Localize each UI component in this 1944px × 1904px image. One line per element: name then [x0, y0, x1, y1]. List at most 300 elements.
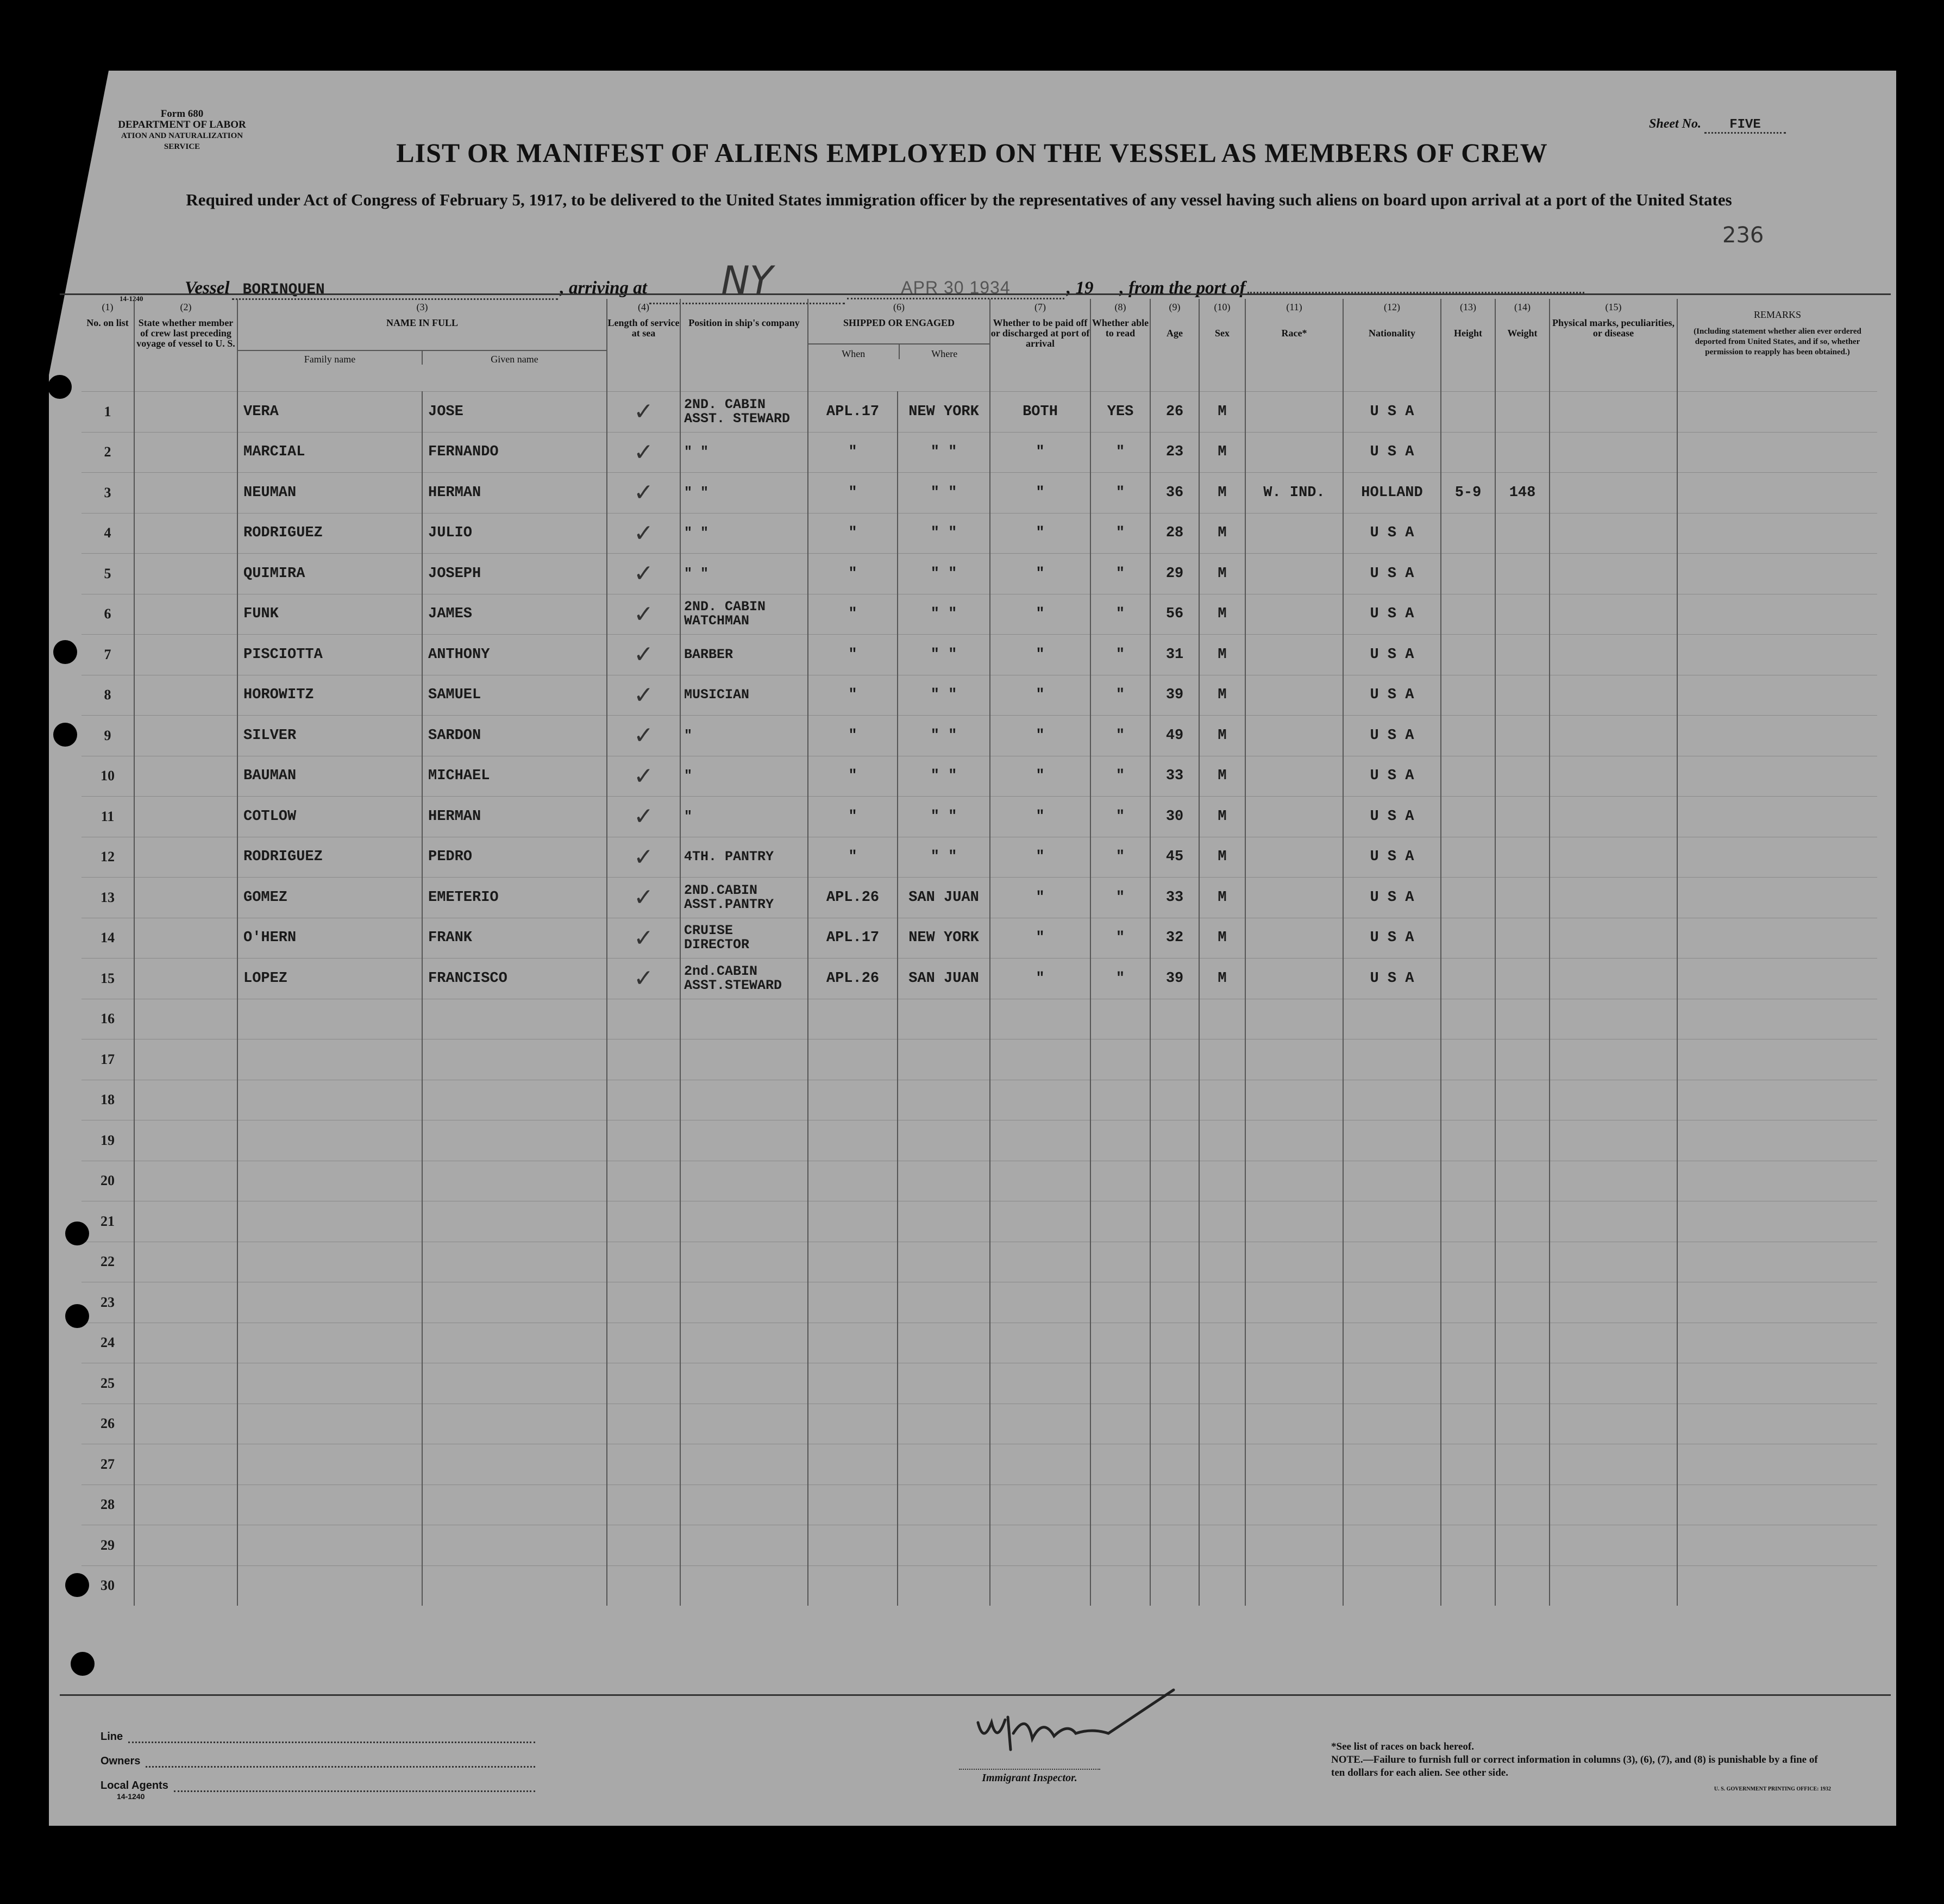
sex-cell: [1199, 1363, 1245, 1404]
row-number-cell: 10: [81, 756, 134, 797]
nationality-cell: U S A: [1343, 878, 1441, 918]
able-to-read-cell: [1090, 1323, 1150, 1363]
height-cell: [1441, 1282, 1495, 1323]
paid-off-cell: [990, 1485, 1090, 1525]
col-header-shipped: (6) SHIPPED OR ENGAGED When Where: [808, 299, 990, 392]
table-header-row: [81, 299, 1877, 392]
table-row: [81, 594, 1877, 635]
shipped-where-cell: [898, 1363, 990, 1404]
length-of-service-cell: [607, 1161, 680, 1201]
page-number: 236: [1722, 223, 1764, 248]
sheet-label: Sheet No.: [1649, 117, 1701, 131]
sex-cell: [1199, 999, 1245, 1039]
position-line: WATCHMAN: [684, 613, 750, 629]
able-to-read-cell: [1090, 1363, 1150, 1404]
height-cell: [1441, 513, 1495, 554]
position-cell: [680, 1161, 808, 1201]
sex-cell: M: [1199, 878, 1245, 918]
punch-hole: [53, 640, 77, 664]
able-to-read-cell: [1090, 1404, 1150, 1444]
given-name-label: Given name: [422, 351, 606, 365]
race-cell: [1245, 1525, 1343, 1566]
punch-hole: [53, 723, 77, 747]
table-row: [81, 473, 1877, 513]
height-cell: [1441, 432, 1495, 473]
able-to-read-cell: YES: [1090, 392, 1150, 433]
able-to-read-cell: ": [1090, 797, 1150, 837]
length-of-service-cell: ✓: [607, 959, 680, 999]
length-of-service-cell: [607, 1444, 680, 1485]
race-cell: [1245, 513, 1343, 554]
age-cell: [1150, 1080, 1199, 1120]
remarks-cell: [1677, 473, 1877, 513]
sex-cell: M: [1199, 635, 1245, 675]
shipped-when-cell: [808, 1201, 898, 1242]
shipped-when-cell: [808, 1565, 898, 1606]
table-row: [81, 1039, 1877, 1080]
given-name-cell: [422, 1525, 607, 1566]
shipped-where-cell: [898, 1242, 990, 1282]
able-to-read-cell: [1090, 1120, 1150, 1161]
shipped-where-cell: " ": [898, 756, 990, 797]
family-name-cell: MARCIAL: [237, 432, 422, 473]
given-name-cell: [422, 1080, 607, 1120]
nationality-cell: U S A: [1343, 797, 1441, 837]
able-to-read-cell: [1090, 1201, 1150, 1242]
position-cell: [680, 1282, 808, 1323]
height-cell: [1441, 392, 1495, 433]
position-cell: [680, 878, 808, 918]
row-number-cell: 14: [81, 918, 134, 959]
vessel-line: [185, 258, 1815, 303]
given-name-cell: PEDRO: [422, 837, 607, 878]
previous-voyage-cell: [134, 797, 237, 837]
page-subtitle: Required under Act of Congress of February 5, 1917, to be delivered to the United States immigration officer by the representatives of any vessel having such aliens on board upon arrival at a port of the United States: [186, 190, 1732, 209]
previous-voyage-cell: [134, 473, 237, 513]
previous-voyage-cell: [134, 1323, 237, 1363]
row-number-cell: 30: [81, 1565, 134, 1606]
height-cell: [1441, 1444, 1495, 1485]
length-of-service-cell: [607, 1201, 680, 1242]
weight-cell: [1495, 1120, 1550, 1161]
position-cell: [680, 1120, 808, 1161]
shipped-when-cell: APL.17: [808, 918, 898, 959]
weight-cell: [1495, 513, 1550, 554]
family-name-cell: [237, 1525, 422, 1566]
shipped-where-cell: " ": [898, 837, 990, 878]
nationality-cell: U S A: [1343, 959, 1441, 999]
previous-voyage-cell: [134, 1161, 237, 1201]
table-row: [81, 513, 1877, 554]
length-of-service-cell: [607, 1363, 680, 1404]
length-of-service-cell: ✓: [607, 554, 680, 594]
agents-form-code: 14-1240: [117, 1792, 145, 1801]
paid-off-cell: ": [990, 594, 1090, 635]
paid-off-cell: ": [990, 918, 1090, 959]
remarks-cell: [1677, 959, 1877, 999]
family-name-cell: [237, 1242, 422, 1282]
sex-cell: [1199, 1444, 1245, 1485]
age-cell: [1150, 1120, 1199, 1161]
row-number-cell: 26: [81, 1404, 134, 1444]
given-name-cell: JULIO: [422, 513, 607, 554]
given-name-cell: [422, 1565, 607, 1606]
paid-off-cell: [990, 1565, 1090, 1606]
remarks-cell: [1677, 918, 1877, 959]
height-cell: [1441, 1201, 1495, 1242]
given-name-cell: ANTHONY: [422, 635, 607, 675]
shipped-where-cell: " ": [898, 716, 990, 756]
position-cell: [680, 756, 808, 797]
shipped-when-cell: [808, 1120, 898, 1161]
previous-voyage-cell: [134, 392, 237, 433]
shipped-when-cell: ": [808, 554, 898, 594]
table-row: [81, 1161, 1877, 1201]
sex-cell: M: [1199, 756, 1245, 797]
family-name-cell: O'HERN: [237, 918, 422, 959]
physical-marks-cell: [1550, 1444, 1677, 1485]
height-cell: [1441, 716, 1495, 756]
row-number-cell: 22: [81, 1242, 134, 1282]
row-number-cell: 8: [81, 675, 134, 716]
shipped-where-cell: " ": [898, 594, 990, 635]
nationality-cell: U S A: [1343, 513, 1441, 554]
age-cell: [1150, 1323, 1199, 1363]
length-of-service-cell: ✓: [607, 513, 680, 554]
col-header-weight: (14) Weight: [1495, 299, 1550, 392]
shipped-when-cell: [808, 1161, 898, 1201]
remarks-cell: [1677, 756, 1877, 797]
position-line: 2nd.CABIN: [684, 963, 758, 979]
physical-marks-cell: [1550, 1565, 1677, 1606]
shipped-when-cell: ": [808, 513, 898, 554]
race-cell: [1245, 1242, 1343, 1282]
weight-cell: [1495, 635, 1550, 675]
col-header-height: (13) Height: [1441, 299, 1495, 392]
row-number-cell: 25: [81, 1363, 134, 1404]
table-row: [81, 432, 1877, 473]
age-cell: [1150, 1363, 1199, 1404]
remarks-cell: [1677, 1565, 1877, 1606]
length-of-service-cell: ✓: [607, 797, 680, 837]
position-cell: [680, 1323, 808, 1363]
remarks-cell: [1677, 1323, 1877, 1363]
able-to-read-cell: ": [1090, 554, 1150, 594]
weight-cell: [1495, 756, 1550, 797]
nationality-cell: HOLLAND: [1343, 473, 1441, 513]
height-cell: [1441, 756, 1495, 797]
nationality-cell: U S A: [1343, 716, 1441, 756]
able-to-read-cell: [1090, 1161, 1150, 1201]
family-name-cell: PISCIOTTA: [237, 635, 422, 675]
col-header-no: (1) No. on list: [86, 302, 129, 328]
table-row: [81, 1525, 1877, 1566]
line-label: Line: [101, 1731, 123, 1743]
able-to-read-cell: ": [1090, 878, 1150, 918]
position-line: DIRECTOR: [684, 937, 750, 953]
shipped-where-cell: SAN JUAN: [898, 878, 990, 918]
sheet-value: FIVE: [1704, 117, 1786, 134]
remarks-cell: [1677, 392, 1877, 433]
race-cell: [1245, 1323, 1343, 1363]
previous-voyage-cell: [134, 675, 237, 716]
physical-marks-cell: [1550, 1404, 1677, 1444]
row-number-cell: 9: [81, 716, 134, 756]
shipped-where-cell: [898, 999, 990, 1039]
row-number-cell: 17: [81, 1039, 134, 1080]
row-number-cell: 27: [81, 1444, 134, 1485]
race-cell: [1245, 1485, 1343, 1525]
date-stamp: APR 30 1934: [847, 278, 1064, 299]
family-name-cell: RODRIGUEZ: [237, 513, 422, 554]
row-number-cell: 3: [81, 473, 134, 513]
table-row: [81, 1323, 1877, 1363]
sex-cell: M: [1199, 554, 1245, 594]
age-cell: 32: [1150, 918, 1199, 959]
able-to-read-cell: [1090, 999, 1150, 1039]
sex-cell: [1199, 1565, 1245, 1606]
weight-cell: [1495, 918, 1550, 959]
sex-cell: M: [1199, 837, 1245, 878]
weight-cell: [1495, 716, 1550, 756]
length-of-service-cell: [607, 999, 680, 1039]
family-name-cell: [237, 1485, 422, 1525]
paid-off-cell: [990, 1282, 1090, 1323]
paid-off-cell: BOTH: [990, 392, 1090, 433]
paid-off-cell: ": [990, 513, 1090, 554]
paid-off-cell: [990, 1039, 1090, 1080]
able-to-read-cell: [1090, 1444, 1150, 1485]
physical-marks-cell: [1550, 756, 1677, 797]
previous-voyage-cell: [134, 1201, 237, 1242]
physical-marks-cell: [1550, 1201, 1677, 1242]
nationality-cell: [1343, 1161, 1441, 1201]
physical-marks-cell: [1550, 1080, 1677, 1120]
age-cell: 30: [1150, 797, 1199, 837]
row-number-cell: 7: [81, 635, 134, 675]
col-header-age: (9) Age: [1150, 299, 1199, 392]
age-cell: [1150, 1565, 1199, 1606]
sex-cell: M: [1199, 918, 1245, 959]
sex-cell: [1199, 1525, 1245, 1566]
shipped-when-cell: [808, 1282, 898, 1323]
previous-voyage-cell: [134, 1039, 237, 1080]
race-cell: [1245, 918, 1343, 959]
position-line: ": [684, 768, 693, 784]
nationality-cell: [1343, 1080, 1441, 1120]
sex-cell: M: [1199, 432, 1245, 473]
height-cell: [1441, 594, 1495, 635]
length-of-service-cell: [607, 1039, 680, 1080]
age-cell: 31: [1150, 635, 1199, 675]
row-number-cell: 6: [81, 594, 134, 635]
shipped-where-cell: SAN JUAN: [898, 959, 990, 999]
paid-off-cell: ": [990, 675, 1090, 716]
name-in-full-label: NAME IN FULL: [386, 317, 459, 328]
race-cell: [1245, 1080, 1343, 1120]
race-cell: W. IND.: [1245, 473, 1343, 513]
weight-cell: [1495, 1242, 1550, 1282]
family-name-cell: [237, 1201, 422, 1242]
position-cell: [680, 918, 808, 959]
remarks-cell: [1677, 1039, 1877, 1080]
given-name-cell: SARDON: [422, 716, 607, 756]
nationality-cell: [1343, 1039, 1441, 1080]
shipped-when-cell: [808, 1363, 898, 1404]
physical-marks-cell: [1550, 797, 1677, 837]
table-row: [81, 878, 1877, 918]
given-name-cell: [422, 1120, 607, 1161]
age-cell: [1150, 1201, 1199, 1242]
position-line: MUSICIAN: [684, 687, 750, 703]
length-of-service-cell: [607, 1080, 680, 1120]
race-cell: [1245, 1404, 1343, 1444]
paid-off-cell: ": [990, 554, 1090, 594]
race-cell: [1245, 432, 1343, 473]
race-cell: [1245, 1282, 1343, 1323]
position-cell: [680, 392, 808, 433]
age-cell: 45: [1150, 837, 1199, 878]
position-cell: [680, 675, 808, 716]
given-name-cell: [422, 1485, 607, 1525]
able-to-read-cell: [1090, 1282, 1150, 1323]
table-row: [81, 918, 1877, 959]
col-header-sex: (10) Sex: [1199, 299, 1245, 392]
age-cell: [1150, 1242, 1199, 1282]
family-name-cell: [237, 1161, 422, 1201]
nationality-cell: [1343, 1120, 1441, 1161]
shipped-when-cell: ": [808, 432, 898, 473]
weight-cell: [1495, 1444, 1550, 1485]
previous-voyage-cell: [134, 1525, 237, 1566]
position-line: ": [684, 808, 693, 824]
height-cell: [1441, 1080, 1495, 1120]
sex-cell: M: [1199, 513, 1245, 554]
physical-marks-cell: [1550, 1242, 1677, 1282]
sex-cell: M: [1199, 959, 1245, 999]
position-line: " ": [684, 444, 709, 460]
able-to-read-cell: [1090, 1565, 1150, 1606]
given-name-cell: [422, 1039, 607, 1080]
shipped-where-cell: [898, 1323, 990, 1363]
family-name-cell: [237, 1080, 422, 1120]
position-cell: [680, 1485, 808, 1525]
weight-cell: [1495, 675, 1550, 716]
shipped-where-cell: " ": [898, 635, 990, 675]
service-name: ATION AND NATURALIZATION SERVICE: [121, 131, 243, 151]
weight-cell: [1495, 1363, 1550, 1404]
row-number-cell: 29: [81, 1525, 134, 1566]
position-line: BARBER: [684, 646, 733, 662]
weight-cell: [1495, 392, 1550, 433]
length-of-service-cell: [607, 1282, 680, 1323]
height-cell: [1441, 1404, 1495, 1444]
remarks-cell: [1677, 594, 1877, 635]
paid-off-cell: ": [990, 635, 1090, 675]
height-cell: [1441, 1565, 1495, 1606]
length-of-service-cell: [607, 1485, 680, 1525]
sex-cell: [1199, 1039, 1245, 1080]
col-header-race: (11) Race*: [1245, 299, 1343, 392]
position-cell: [680, 716, 808, 756]
table-row: [81, 1080, 1877, 1120]
given-name-cell: SAMUEL: [422, 675, 607, 716]
length-of-service-cell: ✓: [607, 918, 680, 959]
given-name-cell: [422, 1282, 607, 1323]
physical-marks-cell: [1550, 918, 1677, 959]
age-cell: 33: [1150, 878, 1199, 918]
punch-hole: [71, 1652, 95, 1676]
position-line: ASST.PANTRY: [684, 896, 774, 912]
position-line: 2ND. CABIN: [684, 396, 766, 412]
given-name-cell: [422, 1404, 607, 1444]
shipped-when-cell: ": [808, 473, 898, 513]
age-cell: 29: [1150, 554, 1199, 594]
shipped-when-cell: ": [808, 756, 898, 797]
row-number-cell: 16: [81, 999, 134, 1039]
family-name-label: Family name: [304, 354, 356, 365]
col-header-physical-marks: (15) Physical marks, peculiarities, or disease: [1550, 299, 1677, 392]
height-cell: [1441, 635, 1495, 675]
row-number-cell: 24: [81, 1323, 134, 1363]
age-cell: 39: [1150, 675, 1199, 716]
remarks-cell: [1677, 1485, 1877, 1525]
vessel-name: BORINQUEN: [232, 281, 558, 300]
punch-hole: [65, 1573, 89, 1597]
height-cell: [1441, 878, 1495, 918]
remarks-cell: [1677, 635, 1877, 675]
physical-marks-cell: [1550, 432, 1677, 473]
family-name-cell: [237, 1444, 422, 1485]
weight-cell: [1495, 432, 1550, 473]
nationality-cell: [1343, 1444, 1441, 1485]
given-name-cell: HERMAN: [422, 797, 607, 837]
weight-cell: [1495, 1565, 1550, 1606]
page-title: LIST OR MANIFEST OF ALIENS EMPLOYED ON THE VESSEL AS MEMBERS OF CREW: [396, 137, 1548, 168]
able-to-read-cell: ": [1090, 594, 1150, 635]
table-row: [81, 959, 1877, 999]
nationality-cell: [1343, 999, 1441, 1039]
where-label: Where: [899, 345, 990, 359]
remarks-cell: [1677, 1120, 1877, 1161]
sex-cell: [1199, 1080, 1245, 1120]
height-cell: [1441, 918, 1495, 959]
row-number-cell: 18: [81, 1080, 134, 1120]
previous-voyage-cell: [134, 1485, 237, 1525]
paid-off-cell: ": [990, 716, 1090, 756]
nationality-cell: U S A: [1343, 756, 1441, 797]
given-name-cell: [422, 1161, 607, 1201]
able-to-read-cell: ": [1090, 756, 1150, 797]
age-cell: 56: [1150, 594, 1199, 635]
able-to-read-cell: ": [1090, 513, 1150, 554]
table-row: [81, 1282, 1877, 1323]
shipped-where-cell: [898, 1444, 990, 1485]
previous-voyage-cell: [134, 554, 237, 594]
form-code: 14-1240: [120, 295, 143, 303]
shipped-where-cell: [898, 1565, 990, 1606]
able-to-read-cell: ": [1090, 635, 1150, 675]
position-cell: [680, 999, 808, 1039]
weight-cell: 148: [1495, 473, 1550, 513]
row-number-cell: 15: [81, 959, 134, 999]
height-cell: [1441, 1363, 1495, 1404]
nationality-cell: U S A: [1343, 554, 1441, 594]
age-cell: [1150, 1282, 1199, 1323]
previous-voyage-cell: [134, 1363, 237, 1404]
paid-off-cell: ": [990, 756, 1090, 797]
row-number-cell: 5: [81, 554, 134, 594]
